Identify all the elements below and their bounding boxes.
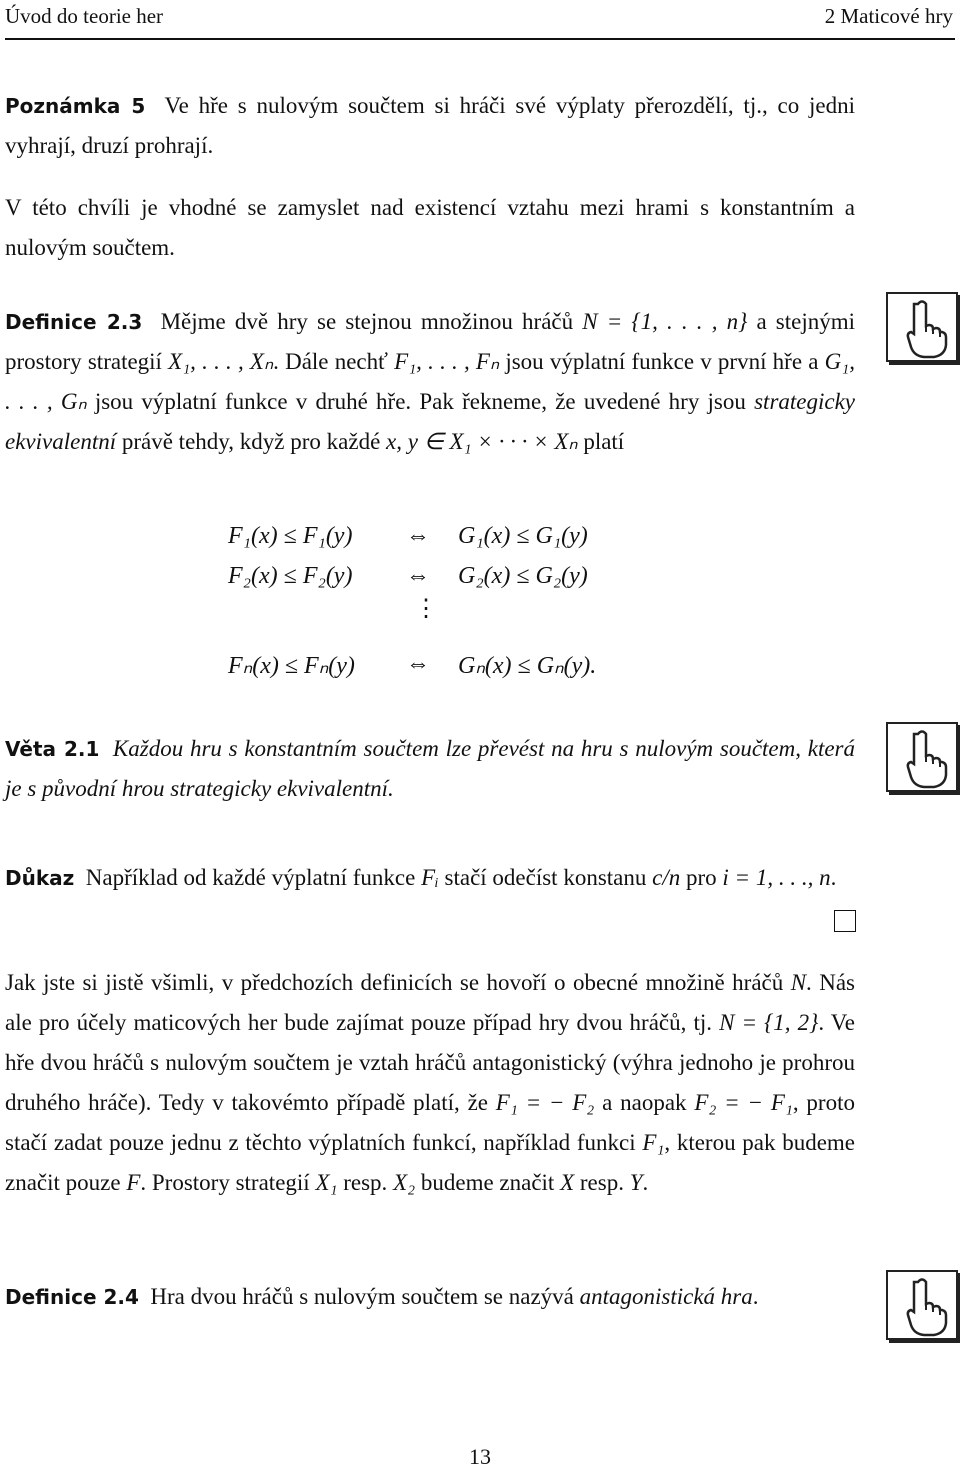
iff-symbol: ⇔ — [406, 563, 430, 589]
equation-rhs: Gₙ(x) ≤ Gₙ(y). — [458, 653, 597, 679]
def-text: platí — [577, 429, 625, 454]
equation-lhs: F₂(x) ≤ F₂(y) — [228, 563, 353, 589]
proof-text: Například od každé výplatní funkce — [85, 865, 422, 890]
para-text: . Nás ale pro účely maticových her bude zajímat pouze případ hry dvou hráčů, tj. — [5, 970, 855, 1035]
para-text: budeme značit — [415, 1170, 561, 1195]
math-payoff-fi: Fᵢ — [421, 865, 439, 890]
para-text: . Ve hře dvou hráčů s nulovým součtem je vztah hráčů antagonistický (výhra jednoho je prohrou druhého hráče). Tedy v takovémto případě platí, že — [5, 1010, 855, 1115]
math: F₁ = − F₂ — [495, 1090, 595, 1115]
proof-text: . — [830, 865, 837, 890]
definition-label: Definice 2.3 — [5, 310, 143, 334]
math-payoffs-f: F₁, . . . , Fₙ — [394, 349, 500, 374]
paragraph-two-players — [5, 963, 855, 1203]
para-text: a naopak — [594, 1090, 695, 1115]
def-text: jsou výplatní funkce v druhé hře. Pak řekneme, že uvedené hry jsou — [86, 389, 755, 414]
proof — [5, 858, 855, 898]
def-text: Mějme dvě hry se stejnou množinou hráčů — [160, 309, 583, 334]
definition-2-4 — [5, 1277, 855, 1317]
pointing-hand-icon — [886, 292, 958, 362]
remark-text: Ve hře s nulovým součtem si hráči své výplaty přerozdělí, tj., co jedni vyhrají, druzí prohrají. — [5, 93, 855, 158]
math: X₂ — [393, 1170, 416, 1195]
iff-symbol: ⇔ — [406, 523, 430, 549]
proof-label: Důkaz — [5, 866, 75, 890]
header-left-title: Úvod do teorie her — [5, 4, 164, 28]
para-text: resp. — [574, 1170, 630, 1195]
para-text: resp. — [337, 1170, 394, 1195]
pointing-hand-icon — [886, 1270, 958, 1340]
iff-symbol: ⇔ — [406, 651, 430, 677]
math-constant: c/n — [652, 865, 681, 890]
remark-label: Poznámka 5 — [5, 94, 146, 118]
math-payoffs-g: G₁, . . . , Gₙ — [5, 349, 855, 414]
theorem-text: Každou hru s konstantním součtem lze převést na hru s nulovým součtem, která je s původní hrou strategicky ekvivalentní. — [5, 736, 856, 801]
math: F — [126, 1170, 141, 1195]
equation-rhs: G₁(x) ≤ G₁(y) — [458, 523, 588, 549]
math-strategy-spaces: X₁, . . . , Xₙ — [168, 349, 274, 374]
para-text: , kterou pak budeme značit pouze — [5, 1130, 856, 1195]
def-text: a stejnými prostory strategií — [5, 309, 856, 374]
def-text: jsou výplatní funkce v první hře a — [499, 349, 825, 374]
def-text: . Dále nechť — [273, 349, 395, 374]
def-text: Hra dvou hráčů s nulovým součtem se nazývá — [150, 1284, 580, 1309]
running-header — [5, 0, 955, 40]
proof-text: pro — [680, 865, 723, 890]
equation-lhs: F₁(x) ≤ F₁(y) — [228, 523, 353, 549]
para-text: Jak jste si jistě všimli, v předchozích definicích se hovoří o obecné množině hráčů — [5, 970, 791, 995]
remark-5 — [5, 86, 855, 166]
para-text: , proto stačí zadat pouze jednu z těchto výplatních funkcí, například funkci — [5, 1090, 855, 1155]
definition-2-3 — [5, 302, 855, 462]
vertical-ellipsis: ⋮ — [414, 596, 438, 622]
math: X₁ — [315, 1170, 338, 1195]
math: X — [560, 1170, 575, 1195]
math: Y — [629, 1170, 643, 1195]
para-text: . — [642, 1170, 649, 1195]
page-number: 13 — [469, 1444, 491, 1469]
math-product-space: x, y ∈ X₁ × · · · × Xₙ — [386, 429, 578, 454]
def-text: právě tehdy, když pro každé — [116, 429, 387, 454]
equation-lhs: Fₙ(x) ≤ Fₙ(y) — [228, 653, 355, 679]
header-right-chapter: 2 Maticové hry — [824, 4, 953, 28]
qed-square-icon — [834, 910, 856, 932]
defined-term: strategicky ekvivalentní — [5, 389, 856, 454]
math: N — [790, 970, 807, 995]
definition-label: Definice 2.4 — [5, 1285, 139, 1309]
equation-rhs: G₂(x) ≤ G₂(y) — [458, 563, 588, 589]
theorem-2-1 — [5, 729, 855, 809]
math-index-range: i = 1, . . ., n — [722, 865, 831, 890]
para-text: . Prostory strategií — [140, 1170, 316, 1195]
defined-term: antagonistická hra — [579, 1284, 753, 1309]
math-players-set: N = {1, . . . , n} — [582, 309, 748, 334]
theorem-label: Věta 2.1 — [5, 737, 100, 761]
def-text: . — [752, 1284, 759, 1309]
math: N = {1, 2} — [719, 1010, 819, 1035]
pointing-hand-icon — [886, 722, 958, 792]
math: F₂ = − F₁ — [694, 1090, 793, 1115]
paragraph-intro: V této chvíli je vhodné se zamyslet nad existencí vztahu mezi hrami s konstantním a nulovým součtem. — [5, 195, 855, 260]
proof-text: stačí odečíst konstanu — [438, 865, 653, 890]
math: F₁ — [642, 1130, 665, 1155]
